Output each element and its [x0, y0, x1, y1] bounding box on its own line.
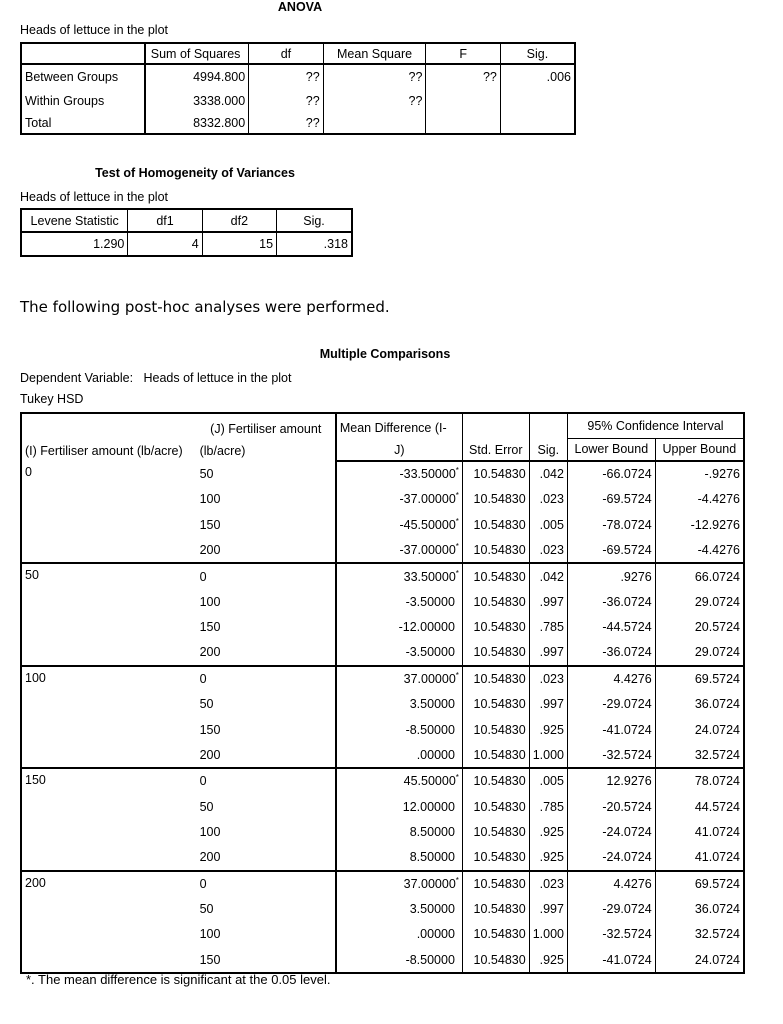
mean-difference-cell — [336, 691, 463, 717]
anova-cell — [426, 89, 500, 112]
mean-difference-value: 37.00000 — [403, 876, 456, 891]
lower-bound-cell: -41.0724 — [567, 717, 655, 743]
anova-header-df: df — [249, 43, 323, 64]
anova-row-total — [21, 112, 575, 134]
sig-cell: .997 — [529, 640, 567, 666]
mean-difference-value: 33.50000 — [403, 569, 456, 584]
mean-difference-cell — [336, 640, 463, 666]
std-error-cell: 10.54830 — [462, 461, 529, 487]
anova-row-within — [21, 89, 575, 112]
upper-bound-cell: 29.0724 — [655, 640, 744, 666]
sig-cell: .997 — [529, 896, 567, 922]
anova-cell: .006 — [546, 70, 571, 84]
anova-cell: 8332.800 — [145, 112, 249, 134]
mean-difference-cell — [336, 717, 463, 743]
group-j-label: 0 — [197, 871, 336, 897]
upper-bound-cell: -4.4276 — [697, 492, 740, 507]
mean-difference-value: .00000 — [416, 927, 455, 942]
group-j-label: 150 — [197, 512, 336, 538]
multiple-header-j-line2: (lb/acre) — [199, 444, 246, 458]
lower-bound-cell: -69.5724 — [567, 538, 655, 564]
sig-cell: .005 — [529, 768, 567, 794]
sig-cell: .997 — [529, 589, 567, 615]
upper-bound-cell: 29.0724 — [694, 594, 740, 609]
upper-bound-cell: 78.0724 — [694, 774, 740, 789]
anova-row-label: Between Groups — [25, 70, 119, 84]
lower-bound-cell: -66.0724 — [567, 461, 655, 487]
anova-header-sig: Sig. — [500, 43, 575, 64]
group-j-label: 200 — [197, 640, 336, 666]
mean-difference-cell — [336, 922, 463, 948]
std-error-cell: 10.54830 — [462, 615, 529, 641]
group-i-label: 50 — [21, 563, 197, 665]
group-j-label: 0 — [197, 768, 336, 794]
anova-cell — [500, 112, 575, 134]
group-j-label: 100 — [197, 589, 336, 615]
mean-difference-cell — [336, 871, 463, 897]
upper-bound-cell: 69.5724 — [694, 876, 740, 891]
mean-difference-cell — [336, 845, 463, 871]
sig-cell: 1.000 — [529, 743, 567, 769]
group-i-label: 200 — [21, 871, 197, 973]
group-j-label: 150 — [197, 717, 336, 743]
std-error-cell: 10.54830 — [462, 717, 529, 743]
std-error-cell: 10.54830 — [462, 487, 529, 513]
mean-difference-cell — [336, 512, 463, 538]
homogeneity-title: Test of Homogeneity of Variances — [95, 166, 295, 180]
lower-bound-cell: -24.0724 — [567, 819, 655, 845]
multiple-header-sig: Sig. — [529, 413, 567, 461]
anova-cell: 4994.800 — [145, 64, 249, 89]
mean-difference-value: -37.00000 — [399, 492, 456, 507]
mean-difference-value: -3.50000 — [405, 645, 455, 660]
sig-cell: .023 — [529, 871, 567, 897]
mean-difference-cell — [336, 896, 463, 922]
mean-difference-value: -45.50000 — [399, 517, 456, 532]
sig-cell: .023 — [529, 538, 567, 564]
anova-header-ss: Sum of Squares — [145, 43, 249, 64]
lower-bound-cell: -24.0724 — [567, 845, 655, 871]
group-i-label: 150 — [21, 768, 197, 870]
mean-difference-cell — [336, 487, 463, 513]
homogeneity-sig-value: .318 — [323, 237, 348, 251]
significance-star: * — [455, 670, 459, 680]
mean-difference-value: 8.50000 — [409, 825, 455, 840]
std-error-cell: 10.54830 — [462, 743, 529, 769]
group-i-label: 0 — [21, 461, 197, 563]
homogeneity-header-df1: df1 — [128, 209, 202, 232]
anova-header-ms: Mean Square — [323, 43, 426, 64]
homogeneity-header-sig: Sig. — [277, 209, 352, 232]
group-j-label: 100 — [197, 922, 336, 948]
sig-cell: .925 — [529, 845, 567, 871]
posthoc-sentence: The following post-hoc analyses were performed. — [20, 298, 390, 316]
lower-bound-cell: -32.5724 — [567, 743, 655, 769]
upper-bound-cell: 36.0724 — [694, 901, 740, 916]
group-j-label: 200 — [197, 743, 336, 769]
upper-bound-cell: -.9276 — [704, 467, 740, 482]
table-row — [21, 563, 744, 589]
mean-difference-cell — [336, 794, 463, 820]
significance-star: * — [455, 466, 459, 476]
multiple-header-md-line1: Mean Difference (I- — [339, 421, 447, 435]
multiple-header-md — [336, 413, 463, 461]
upper-bound-cell: 36.0724 — [694, 697, 740, 712]
std-error-cell: 10.54830 — [462, 563, 529, 589]
anova-dependent-label: Heads of lettuce in the plot — [20, 23, 169, 37]
group-j-label: 100 — [197, 487, 336, 513]
homogeneity-dependent-label: Heads of lettuce in the plot — [20, 190, 169, 204]
anova-cell — [500, 89, 575, 112]
multiple-dependent-value: Heads of lettuce in the plot — [143, 371, 292, 385]
mean-difference-cell — [336, 615, 463, 641]
std-error-cell: 10.54830 — [462, 691, 529, 717]
sig-cell: .005 — [529, 512, 567, 538]
anova-cell: ?? — [249, 89, 323, 112]
std-error-cell: 10.54830 — [462, 666, 529, 692]
group-j-label: 50 — [197, 896, 336, 922]
group-j-label: 50 — [197, 691, 336, 717]
anova-header-row — [21, 43, 575, 64]
group-j-label: 200 — [197, 845, 336, 871]
anova-row-label: Total — [25, 115, 52, 130]
homogeneity-header-levene: Levene Statistic — [21, 209, 128, 232]
mean-difference-cell — [336, 589, 463, 615]
sig-cell: .042 — [529, 461, 567, 487]
lower-bound-cell: -36.0724 — [567, 589, 655, 615]
std-error-cell: 10.54830 — [462, 589, 529, 615]
lower-bound-cell: .9276 — [567, 563, 655, 589]
mean-difference-value: 45.50000 — [403, 774, 456, 789]
mean-difference-value: -3.50000 — [405, 594, 455, 609]
group-i-label: 100 — [21, 666, 197, 768]
mean-difference-value: 37.00000 — [403, 672, 456, 687]
multiple-test-label: Tukey HSD — [20, 392, 84, 406]
upper-bound-cell: 41.0724 — [694, 825, 740, 840]
table-row — [21, 871, 744, 897]
mean-difference-cell — [336, 768, 463, 794]
sig-cell: .023 — [529, 666, 567, 692]
homogeneity-header-row — [21, 209, 352, 232]
mean-difference-value: 12.00000 — [402, 799, 455, 814]
multiple-header-row-1 — [21, 413, 744, 438]
mean-difference-value: -33.50000 — [399, 467, 456, 482]
multiple-comparisons-table — [20, 412, 745, 974]
mean-difference-cell — [336, 461, 463, 487]
std-error-cell: 10.54830 — [462, 512, 529, 538]
group-j-label: 50 — [197, 461, 336, 487]
anova-title: ANOVA — [277, 0, 323, 14]
sig-cell: .925 — [529, 717, 567, 743]
lower-bound-cell: -29.0724 — [567, 691, 655, 717]
sig-cell: .023 — [529, 487, 567, 513]
lower-bound-cell: -36.0724 — [567, 640, 655, 666]
group-j-label: 150 — [197, 947, 336, 973]
lower-bound-cell: -41.0724 — [567, 947, 655, 973]
lower-bound-cell: -29.0724 — [567, 896, 655, 922]
sig-cell: .785 — [529, 615, 567, 641]
upper-bound-cell: 41.0724 — [655, 845, 744, 871]
significance-star: * — [455, 516, 459, 526]
upper-bound-cell: 32.5724 — [655, 743, 744, 769]
homogeneity-df1-value: 4 — [128, 232, 202, 256]
anova-cell: ?? — [249, 112, 323, 134]
anova-row-between — [21, 64, 575, 89]
anova-cell: ?? — [323, 89, 426, 112]
std-error-cell: 10.54830 — [462, 538, 529, 564]
significance-star: * — [455, 875, 459, 885]
group-j-label: 50 — [197, 794, 336, 820]
std-error-cell: 10.54830 — [462, 947, 529, 973]
anova-cell: ?? — [249, 64, 323, 89]
upper-bound-cell: 20.5724 — [694, 620, 740, 635]
upper-bound-cell: 69.5724 — [694, 672, 740, 687]
mean-difference-value: 3.50000 — [409, 901, 455, 916]
upper-bound-cell: 66.0724 — [694, 569, 740, 584]
group-j-label: 150 — [197, 615, 336, 641]
multiple-footnote: *. The mean difference is significant at the 0.05 level. — [26, 972, 331, 987]
std-error-cell: 10.54830 — [462, 640, 529, 666]
lower-bound-cell: 12.9276 — [567, 768, 655, 794]
mean-difference-value: 3.50000 — [409, 697, 455, 712]
multiple-header-md-line2: J) — [394, 443, 405, 457]
multiple-header-se: Std. Error — [462, 413, 529, 461]
mean-difference-value: .00000 — [416, 747, 455, 762]
anova-header-blank — [21, 43, 145, 64]
lower-bound-cell: -44.5724 — [567, 615, 655, 641]
anova-cell: ?? — [426, 64, 500, 89]
upper-bound-cell: -12.9276 — [690, 517, 740, 532]
lower-bound-cell: -20.5724 — [567, 794, 655, 820]
group-j-label: 100 — [197, 819, 336, 845]
table-row — [21, 768, 744, 794]
lower-bound-cell: -78.0724 — [567, 512, 655, 538]
multiple-dependent-row — [20, 371, 291, 385]
anova-cell: 3338.000 — [145, 89, 249, 112]
anova-cell — [426, 112, 500, 134]
lower-bound-cell: 4.4276 — [567, 871, 655, 897]
mean-difference-value: -8.50000 — [405, 952, 455, 967]
sig-cell: .042 — [529, 563, 567, 589]
sig-cell: .925 — [529, 819, 567, 845]
anova-cell — [323, 112, 426, 134]
group-j-label: 0 — [197, 666, 336, 692]
mean-difference-cell — [336, 819, 463, 845]
std-error-cell: 10.54830 — [462, 794, 529, 820]
anova-table — [20, 42, 576, 135]
multiple-dependent-label: Dependent Variable: — [20, 371, 134, 385]
upper-bound-cell: 44.5724 — [694, 799, 740, 814]
table-row — [21, 666, 744, 692]
upper-bound-cell: 32.5724 — [694, 927, 740, 942]
std-error-cell: 10.54830 — [462, 768, 529, 794]
multiple-title: Multiple Comparisons — [319, 347, 451, 361]
lower-bound-cell: 4.4276 — [567, 666, 655, 692]
sig-cell: .997 — [529, 691, 567, 717]
homogeneity-levene-value: 1.290 — [21, 232, 128, 256]
anova-cell: ?? — [323, 64, 426, 89]
homogeneity-table — [20, 208, 353, 257]
table-row — [21, 461, 744, 487]
homogeneity-df2-value: 15 — [202, 232, 276, 256]
mean-difference-value: -8.50000 — [405, 722, 455, 737]
upper-bound-cell: 24.0724 — [694, 722, 740, 737]
sig-cell: .925 — [529, 947, 567, 973]
significance-star: * — [455, 773, 459, 783]
homogeneity-value-row — [21, 232, 352, 256]
significance-star: * — [455, 568, 459, 578]
lower-bound-cell: -32.5724 — [567, 922, 655, 948]
mean-difference-value: -37.00000 — [399, 543, 456, 558]
sig-cell: .785 — [529, 794, 567, 820]
upper-bound-cell: -4.4276 — [655, 538, 744, 564]
mean-difference-cell — [336, 538, 463, 564]
multiple-header-ci: 95% Confidence Interval — [567, 413, 744, 438]
anova-header-f: F — [426, 43, 500, 64]
significance-star: * — [455, 541, 459, 551]
multiple-header-j-line1: (J) Fertiliser amount — [210, 422, 322, 436]
mean-difference-cell — [336, 666, 463, 692]
std-error-cell: 10.54830 — [462, 819, 529, 845]
std-error-cell: 10.54830 — [462, 871, 529, 897]
multiple-header-lb: Lower Bound — [567, 438, 655, 461]
multiple-header-i: (I) Fertiliser amount (lb/acre) — [25, 444, 183, 458]
mean-difference-cell — [336, 947, 463, 973]
std-error-cell: 10.54830 — [462, 896, 529, 922]
homogeneity-header-df2: df2 — [202, 209, 276, 232]
group-j-label: 200 — [197, 538, 336, 564]
mean-difference-value: -12.00000 — [398, 620, 455, 635]
group-j-label: 0 — [197, 563, 336, 589]
mean-difference-cell — [336, 563, 463, 589]
sig-cell: 1.000 — [529, 922, 567, 948]
lower-bound-cell: -69.5724 — [567, 487, 655, 513]
upper-bound-cell: 24.0724 — [655, 947, 744, 973]
std-error-cell: 10.54830 — [462, 845, 529, 871]
multiple-header-ub: Upper Bound — [655, 438, 744, 461]
std-error-cell: 10.54830 — [462, 922, 529, 948]
significance-star: * — [455, 491, 459, 501]
anova-row-label: Within Groups — [25, 93, 105, 108]
multiple-header-j — [197, 413, 336, 461]
mean-difference-value: 8.50000 — [409, 850, 455, 865]
mean-difference-cell — [336, 743, 463, 769]
